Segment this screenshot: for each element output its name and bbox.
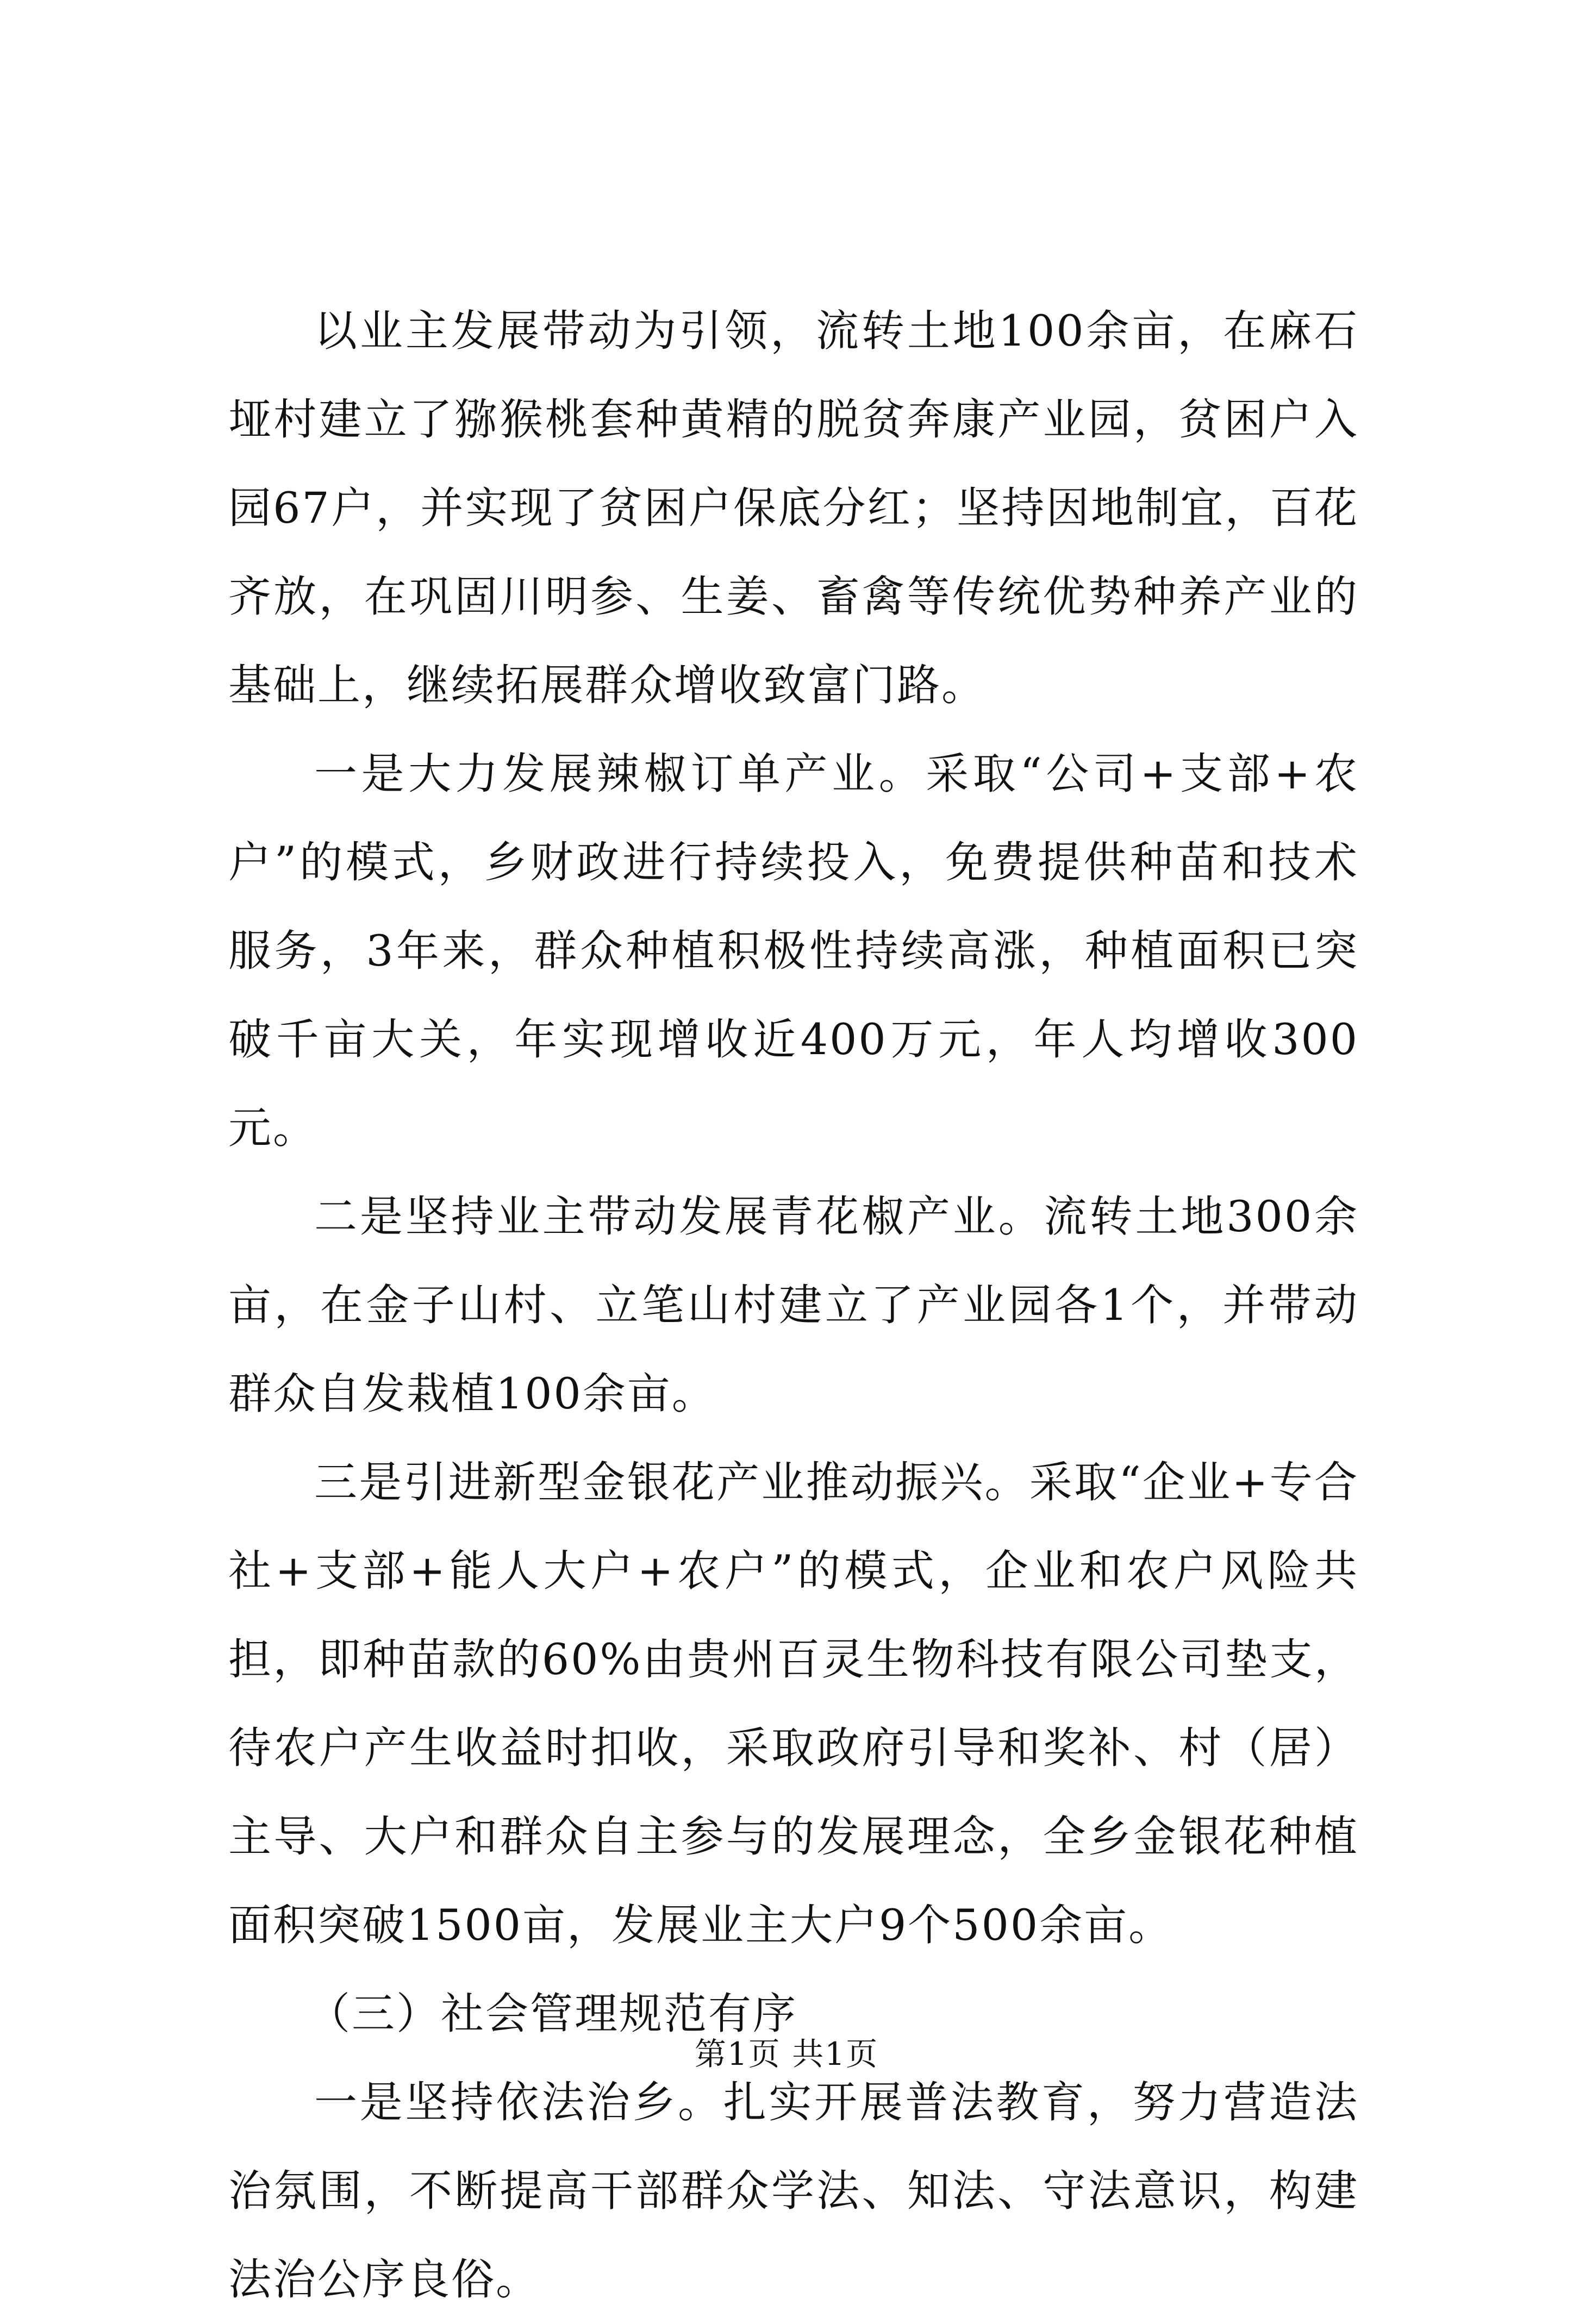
paragraph-honeysuckle-industry: 三是引进新型金银花产业推动振兴。采取“企业+专合社+支部+能人大户+农户”的模式，企业和农户风险共担，即种苗款的60%由贵州百灵生物科技有限公司垫支，待农户产生收益时扣收，采取政府引导和奖补、村（居）主导、大户和群众自主参与的发展理念，全乡金银花种植面积突破1500亩，发展业主大户9个500余亩。 — [228, 1457, 1359, 1950]
page-footer: 第1页 共1页 — [694, 2035, 879, 2072]
paragraph-green-pepper-industry: 二是坚持业主带动发展青花椒产业。流转土地300余亩，在金子山村、立笔山村建立了产业园各1个，并带动群众自发栽植100余亩。 — [228, 1192, 1359, 1419]
paragraph-industry-park: 以业主发展带动为引领，流转土地100余亩，在麻石垭村建立了猕猴桃套种黄精的脱贫奔康产业园，贫困户入园67户，并实现了贫困户保底分红；坚持因地制宜，百花齐放，在巩固川明参、生姜、畜禽等传统优势种养产业的基础上，继续拓展群众增收致富门路。 — [228, 306, 1359, 710]
section-heading: （三）社会管理规范有序 — [307, 1989, 797, 2039]
document-body — [228, 287, 1359, 2324]
paragraph-rule-of-law: 一是坚持依法治乡。扎实开展普法教育，努力营造法治氛围，不断提高干部群众学法、知法、守法意识，构建法治公序良俗。 — [228, 2077, 1359, 2304]
paragraph-chili-industry: 一是大力发展辣椒订单产业。采取“公司+支部+农户”的模式，乡财政进行持续投入，免费提供种苗和技术服务，3年来，群众种植积极性持续高涨，种植面积已突破千亩大关，年实现增收近400万元，年人均增收300元。 — [228, 749, 1359, 1153]
